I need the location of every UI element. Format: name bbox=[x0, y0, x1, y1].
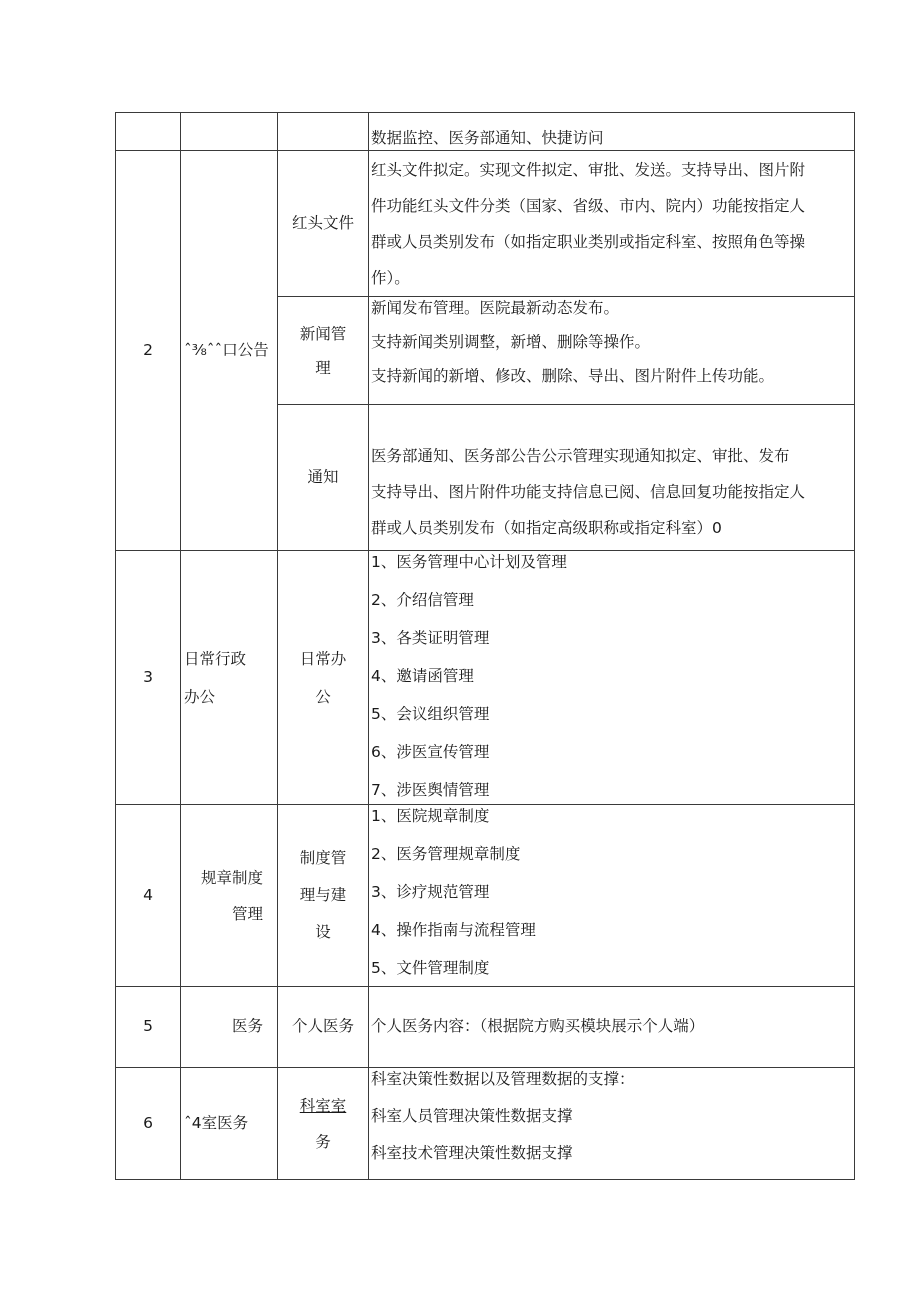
description-line: 群或人员类别发布（如指定高级职称或指定科室）0 bbox=[371, 519, 722, 537]
description-line: 科室人员管理决策性数据支撑 bbox=[371, 1107, 573, 1125]
description-line: 支持新闻的新增、修改、删除、导出、图片附件上传功能。 bbox=[371, 367, 775, 385]
description-line: 作）。 bbox=[371, 268, 410, 287]
submodule-label: 个人医务 bbox=[291, 1017, 354, 1036]
submodule-cell bbox=[278, 297, 369, 405]
description-line: 2、介绍信管理 bbox=[371, 591, 474, 609]
row-number-cell: 6 bbox=[116, 1068, 181, 1180]
module-cell bbox=[181, 113, 278, 151]
submodule-label: 理与建 bbox=[299, 886, 347, 904]
description-line: 4、操作指南与流程管理 bbox=[371, 921, 536, 939]
submodule-cell bbox=[278, 805, 369, 987]
row-number-cell: 2 bbox=[116, 151, 181, 551]
submodule-label: 设 bbox=[315, 923, 331, 941]
table-row bbox=[116, 1068, 855, 1180]
description-line: 群或人员类别发布（如指定职业类别或指定科室、按照角色等操 bbox=[371, 232, 806, 251]
module-cell bbox=[181, 551, 278, 805]
description-line: 1、医务管理中心计划及管理 bbox=[371, 553, 567, 571]
description-line: 7、涉医舆情管理 bbox=[371, 781, 490, 799]
description-cell bbox=[369, 151, 855, 297]
row-number-cell: 3 bbox=[116, 551, 181, 805]
submodule-label: 新闻管 bbox=[299, 324, 347, 343]
row-number-cell: 5 bbox=[116, 987, 181, 1068]
description-cell bbox=[369, 113, 855, 151]
submodule-label: 通知 bbox=[307, 467, 339, 486]
description-cell bbox=[369, 805, 855, 987]
description-line: 科室技术管理决策性数据支撑 bbox=[371, 1144, 573, 1162]
submodule-cell bbox=[278, 987, 369, 1068]
module-cell bbox=[181, 805, 278, 987]
submodule-label: 理 bbox=[315, 358, 331, 377]
row-number-cell bbox=[116, 113, 181, 151]
description-line: 红头文件拟定。实现文件拟定、审批、发送。支持导出、图片附 bbox=[371, 160, 806, 179]
module-cell bbox=[181, 1068, 278, 1180]
description-line: 个人医务内容：（根据院方购买模块展示个人端） bbox=[371, 1017, 705, 1036]
description-line: 新闻发布管理。医院最新动态发布。 bbox=[371, 299, 620, 317]
table-row bbox=[116, 551, 855, 805]
description-line: 1、医院规章制度 bbox=[371, 807, 490, 825]
description-line: 3、诊疗规范管理 bbox=[371, 883, 490, 901]
description-cell bbox=[369, 297, 855, 405]
submodule-cell bbox=[278, 151, 369, 297]
module-label: 办公 bbox=[184, 687, 216, 706]
module-label: ˆ4室医务 bbox=[184, 1113, 249, 1132]
module-label: 规章制度 bbox=[200, 868, 263, 887]
submodule-label: 红头文件 bbox=[291, 213, 354, 232]
description-cell bbox=[369, 987, 855, 1068]
description-line: 2、医务管理规章制度 bbox=[371, 845, 521, 863]
module-table bbox=[115, 112, 855, 1180]
description-line: 5、文件管理制度 bbox=[371, 959, 490, 977]
module-cell bbox=[181, 987, 278, 1068]
submodule-label: 日常办 bbox=[299, 649, 347, 668]
description-cell bbox=[369, 1068, 855, 1180]
table-row bbox=[116, 151, 855, 297]
row-number-cell: 4 bbox=[116, 805, 181, 987]
submodule-label: 公 bbox=[315, 687, 331, 706]
description-line: 件功能红头文件分类（国家、省级、市内、院内）功能按指定人 bbox=[371, 196, 806, 215]
module-label: 管理 bbox=[231, 904, 263, 923]
description-line: 医务部通知、医务部公告公示管理实现通知拟定、审批、发布 bbox=[371, 447, 790, 465]
table-row bbox=[116, 113, 855, 151]
description-line: 3、各类证明管理 bbox=[371, 629, 490, 647]
module-cell: ˆ⅜ˆˆ口公告 bbox=[181, 151, 278, 551]
description-line: 科室决策性数据以及管理数据的支撑： bbox=[371, 1070, 635, 1088]
description-line: 支持导出、图片附件功能支持信息已阅、信息回复功能按指定人 bbox=[371, 483, 806, 501]
description-line: 6、涉医宣传管理 bbox=[371, 743, 490, 761]
description-cell bbox=[369, 551, 855, 805]
submodule-cell bbox=[278, 551, 369, 805]
description-cell bbox=[369, 405, 855, 551]
submodule-label: 科室室 bbox=[299, 1096, 347, 1115]
description-line: 5、会议组织管理 bbox=[371, 705, 490, 723]
submodule-label: 制度管 bbox=[299, 849, 347, 867]
module-label: 医务 bbox=[231, 1017, 263, 1036]
submodule-label: 务 bbox=[315, 1132, 331, 1151]
table-row bbox=[116, 805, 855, 987]
submodule-cell bbox=[278, 113, 369, 151]
submodule-cell bbox=[278, 1068, 369, 1180]
module-label: 日常行政 bbox=[184, 649, 247, 668]
description-line: 4、邀请函管理 bbox=[371, 667, 474, 685]
description-line: 数据监控、医务部通知、快捷访问 bbox=[371, 129, 604, 148]
submodule-cell bbox=[278, 405, 369, 551]
description-line: 支持新闻类别调整，新增、删除等操作。 bbox=[371, 333, 651, 351]
table-row bbox=[116, 987, 855, 1068]
